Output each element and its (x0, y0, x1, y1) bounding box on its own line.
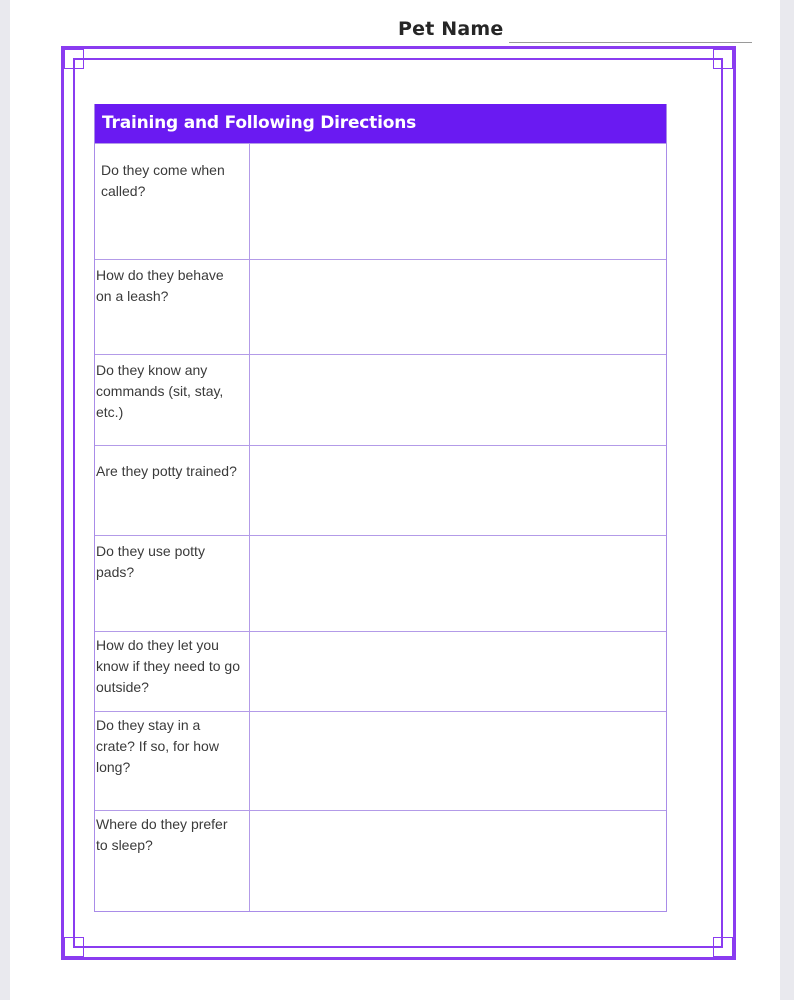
question-cell: Do they come when called? (95, 144, 250, 259)
border-corner-bottom-right (713, 937, 733, 957)
answer-cell[interactable] (250, 536, 666, 631)
border-corner-top-right (713, 49, 733, 69)
table-row (95, 143, 666, 259)
answer-cell[interactable] (250, 446, 666, 535)
border-corner-top-left (64, 49, 84, 69)
question-cell: Do they use potty pads? (95, 536, 250, 631)
question-cell: Do they stay in a crate? If so, for how long? (95, 712, 250, 810)
question-cell: Are they potty trained? (95, 446, 250, 535)
question-cell: How do they behave on a leash? (95, 260, 250, 354)
question-cell: Do they know any commands (sit, stay, etc.) (95, 355, 250, 445)
table-row (95, 631, 666, 711)
table-title: Training and Following Directions (95, 104, 666, 143)
pet-name-label: Pet Name (398, 18, 504, 40)
table-row (95, 445, 666, 535)
answer-cell[interactable] (250, 712, 666, 810)
training-table (94, 104, 667, 912)
question-cell: Where do they prefer to sleep? (95, 811, 250, 911)
table-row (95, 259, 666, 354)
table-row (95, 810, 666, 911)
answer-cell[interactable] (250, 632, 666, 711)
answer-cell[interactable] (250, 260, 666, 354)
pet-name-blank-line[interactable] (509, 42, 752, 43)
border-corner-bottom-left (64, 937, 84, 957)
answer-cell[interactable] (250, 811, 666, 911)
question-cell: How do they let you know if they need to go outside? (95, 632, 250, 711)
table-row (95, 354, 666, 445)
answer-cell[interactable] (250, 144, 666, 259)
table-row (95, 711, 666, 810)
answer-cell[interactable] (250, 355, 666, 445)
table-row (95, 535, 666, 631)
